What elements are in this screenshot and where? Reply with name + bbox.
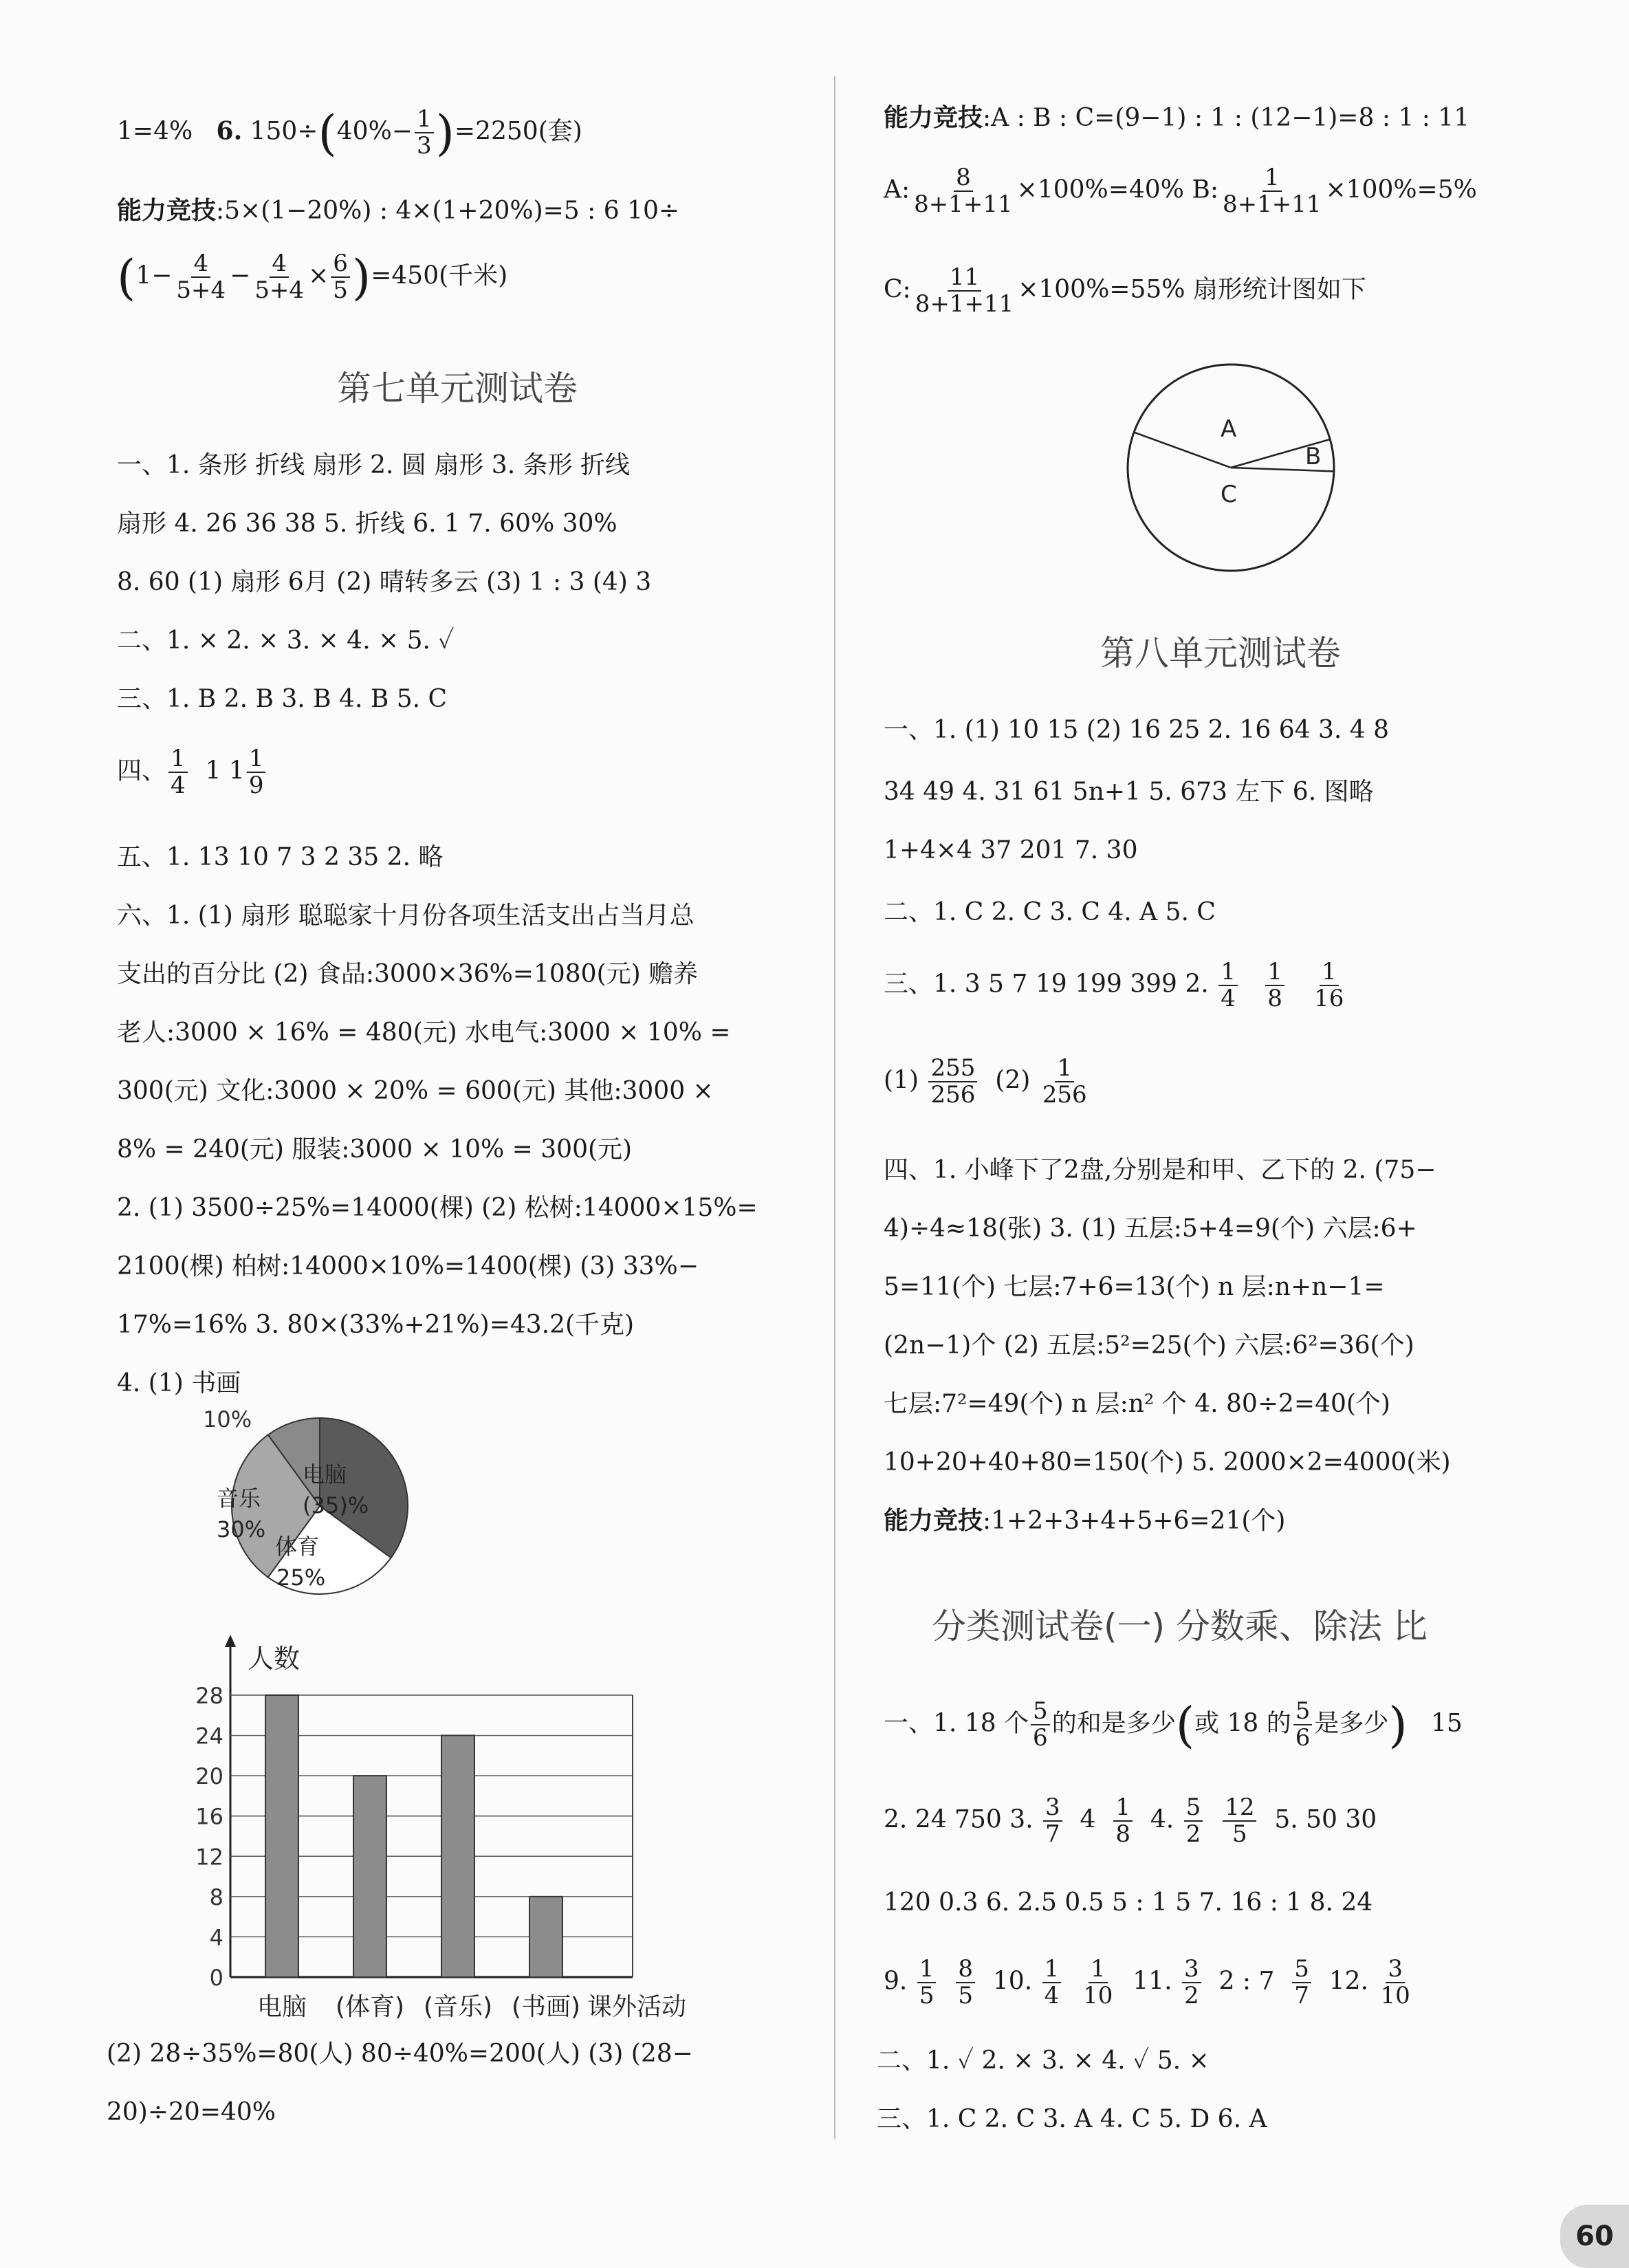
bar-0 (265, 1695, 298, 1977)
u8-sec3: 三、1. 3 5 7 19 199 399 2. $\frac{1}{4}$ $\frac{1}{8}$ $\frac{1}{16}$ (884, 958, 1344, 1013)
u8-sec4-a: 四、1. 小峰下了2盘,分别是和甲、乙下的 2. (75− (884, 1156, 1436, 1184)
u7-sec1-a: 一、1. 条形 折线 扇形 2. 圆 扇形 3. 条形 折线 (117, 451, 631, 479)
bar-y-axis-arrow (225, 1635, 236, 1647)
u8-sec4-d: (2n−1)个 (2) 五层:5²=25(个) 六层:6²=36(个) (884, 1331, 1414, 1360)
u7-sec6-a: 六、1. (1) 扇形 聪聪家十月份各项生活支出占当月总 (117, 902, 695, 930)
u8-sec4-e: 七层:7²=49(个) n 层:n² 个 4. 80÷2=40(个) (884, 1390, 1390, 1418)
pie-label-yinyue: 音乐 (217, 1485, 261, 1512)
column-divider (834, 76, 835, 2139)
u8-sec1-c: 1+4×4 37 201 7. 30 (884, 836, 1138, 864)
pie-label-tiyu-pct: 25% (276, 1564, 326, 1591)
pie-label-shuhua-pct: 10% (203, 1406, 252, 1432)
bar-y-tick: 8 (209, 1884, 223, 1910)
bar-2 (441, 1736, 474, 1977)
bar-3 (529, 1897, 562, 1977)
u7-sec6-i: 4. (1) 书画 (117, 1369, 241, 1397)
pie-label-diannao: 电脑 (303, 1461, 347, 1487)
bar-y-tick: 16 (195, 1803, 223, 1830)
u7-sec2: 二、1. × 2. × 3. × 4. × 5. ✓ (117, 626, 455, 655)
bar-y-tick: 20 (195, 1763, 223, 1790)
right-line-3: C: $\frac{11}{8+1+11}$ ×100%=55% 扇形统计图如下 (884, 263, 1366, 318)
u8-sec4-f: 10+20+40+80=150(个) 5. 2000×2=4000(米) (884, 1448, 1451, 1476)
u8-sec3-b: (1) $\frac{255}{256}$ (2) $\frac{1}{256}$ (884, 1054, 1087, 1109)
circle-label-a: A (1221, 415, 1237, 443)
u7-sec6-d: 300(元) 文化:3000 × 20% = 600(元) 其他:3000 × (117, 1077, 714, 1105)
ct-sec1-3: 120 0.3 6. 2.5 0.5 5 : 1 5 7. 16 : 1 8. 24 (884, 1888, 1373, 1917)
u7-sec3: 三、1. B 2. B 3. B 4. B 5. C (117, 685, 448, 713)
unit7-title: 第七单元测试卷 (337, 369, 578, 408)
pie-label-diannao-pct: (35)% (303, 1492, 369, 1518)
unit8-title: 第八单元测试卷 (1100, 633, 1341, 673)
class-test-title: 分类测试卷(一) 分数乘、除法 比 (932, 1606, 1428, 1646)
page-number: 60 (1560, 2205, 1629, 2268)
bar-category-label: 电脑 (256, 1993, 307, 2021)
bar-category-label: (音乐) (423, 1993, 493, 2021)
u7-sec6-j: (2) 28÷35%=80(人) 80÷40%=200(人) (3) (28− (107, 2040, 693, 2068)
bar-y-tick: 24 (195, 1723, 223, 1749)
u7-sec6-g: 2100(棵) 柏树:14000×10%=1400(棵) (3) 33%− (117, 1252, 699, 1280)
circle-label-b: B (1305, 443, 1322, 470)
bar-y-tick: 12 (195, 1844, 223, 1871)
pie-label-yinyue-pct: 30% (217, 1516, 266, 1542)
abc-pie-chart (1121, 361, 1341, 574)
u7-sec1-c: 8. 60 (1) 扇形 6月 (2) 晴转多云 (3) 1 : 3 (4) 3 (117, 568, 652, 596)
u8-sec1-b: 34 49 4. 31 61 5n+1 5. 673 左下 6. 图略 (884, 778, 1374, 806)
u8-sec4-c: 5=11(个) 七层:7+6=13(个) n 层:n+n−1= (884, 1273, 1385, 1301)
bar-1 (353, 1776, 386, 1977)
u7-sec6-c: 老人:3000 × 16% = 480(元) 水电气:3000 × 10% = (117, 1018, 731, 1047)
u7-sec6-k: 20)÷20=40% (107, 2098, 276, 2126)
ct-sec1-4: 9. $\frac{1}{5}$ $\frac{8}{5}$ 10. $\frac{1}{4}$ $\frac{1}{10}$ 11. $\frac{3}{2}$ 2 : 7 $\frac{5}{7}$ 12. $\frac{3}{10}$ (884, 1955, 1410, 2010)
right-line-1: 能力竞技:A : B : C=(9−1) : 1 : (12−1)=8 : 1 : 11 (884, 103, 1470, 132)
bar-y-axis-label: 人数 (248, 1644, 300, 1674)
u7-sec6-h: 17%=16% 3. 80×(33%+21%)=43.2(千克) (117, 1311, 635, 1339)
ct-sec1-2: 2. 24 750 3. $\frac{3}{7}$ 4 $\frac{1}{8}$ 4. $\frac{5}{2}$ $\frac{12}{5}$ 5. 50 30 (884, 1793, 1377, 1849)
u8-sec4-b: 4)÷4≈18(张) 3. (1) 五层:5+4=9(个) 六层:6+ (884, 1214, 1417, 1243)
abc-radius-0 (1134, 433, 1231, 468)
bar-y-tick: 4 (209, 1924, 223, 1951)
u7-sec6-e: 8% = 240(元) 服装:3000 × 10% = 300(元) (117, 1135, 633, 1164)
bar-y-tick: 0 (209, 1965, 223, 1991)
bar-category-label: (体育) (335, 1993, 405, 2021)
left-line-2: 能力竞技:5×(1−20%) : 4×(1+20%)=5 : 6 10÷ (117, 196, 680, 225)
pie-label-tiyu: 体育 (275, 1534, 320, 1560)
hobby-bar-chart (179, 1626, 743, 2025)
u7-sec4: 四、 $\frac{1}{4}$ 1 1 $\frac{1}{9}$ (117, 746, 267, 799)
u7-sec6-f: 2. (1) 3500÷25%=14000(棵) (2) 松树:14000×15%= (117, 1194, 758, 1222)
ct-sec3: 三、1. C 2. C 3. A 4. C 5. D 6. A (877, 2105, 1267, 2133)
ct-sec2: 二、1. ✓ 2. × 3. × 4. ✓ 5. × (877, 2047, 1210, 2075)
left-line-1: 1=4% 6. 150÷(40%− $\frac{1}{3}$ )=2250(套) (117, 105, 582, 162)
u8-sec2: 二、1. C 2. C 3. C 4. A 5. C (884, 898, 1216, 926)
u7-sec5: 五、1. 13 10 7 3 2 35 2. 略 (117, 843, 444, 871)
right-line-2: A: $\frac{8}{8+1+11}$ ×100%=40% B: $\frac{1}{8+1+11}$ ×100%=5% (884, 164, 1477, 219)
hobby-pie-chart (199, 1396, 419, 1602)
u7-sec1-b: 扇形 4. 26 36 38 5. 折线 6. 1 7. 60% 30% (117, 510, 617, 538)
bar-category-label: (书画) (511, 1993, 581, 2021)
bar-y-tick: 28 (195, 1683, 223, 1709)
u7-sec6-b: 支出的百分比 (2) 食品:3000×36%=1080(元) 赡养 (117, 960, 699, 988)
u8-sec5: 能力竞技:1+2+3+4+5+6=21(个) (884, 1506, 1286, 1535)
u8-sec1-a: 一、1. (1) 10 15 (2) 16 25 2. 16 64 3. 4 8 (884, 716, 1390, 744)
bar-x-axis-label: 课外活动 (587, 1993, 687, 2021)
left-line-3: (1− $\frac{4}{5+4}$ − $\frac{4}{5+4}$ × $\frac{6}{5}$ )=450(千米) (117, 249, 508, 306)
ct-sec1-1: 一、1. 18 个 $\frac{5}{6}$ 的和是多少(或 18 的 $\frac{5}{6}$ 是多少) 15 (884, 1697, 1463, 1754)
circle-label-c: C (1221, 481, 1237, 508)
